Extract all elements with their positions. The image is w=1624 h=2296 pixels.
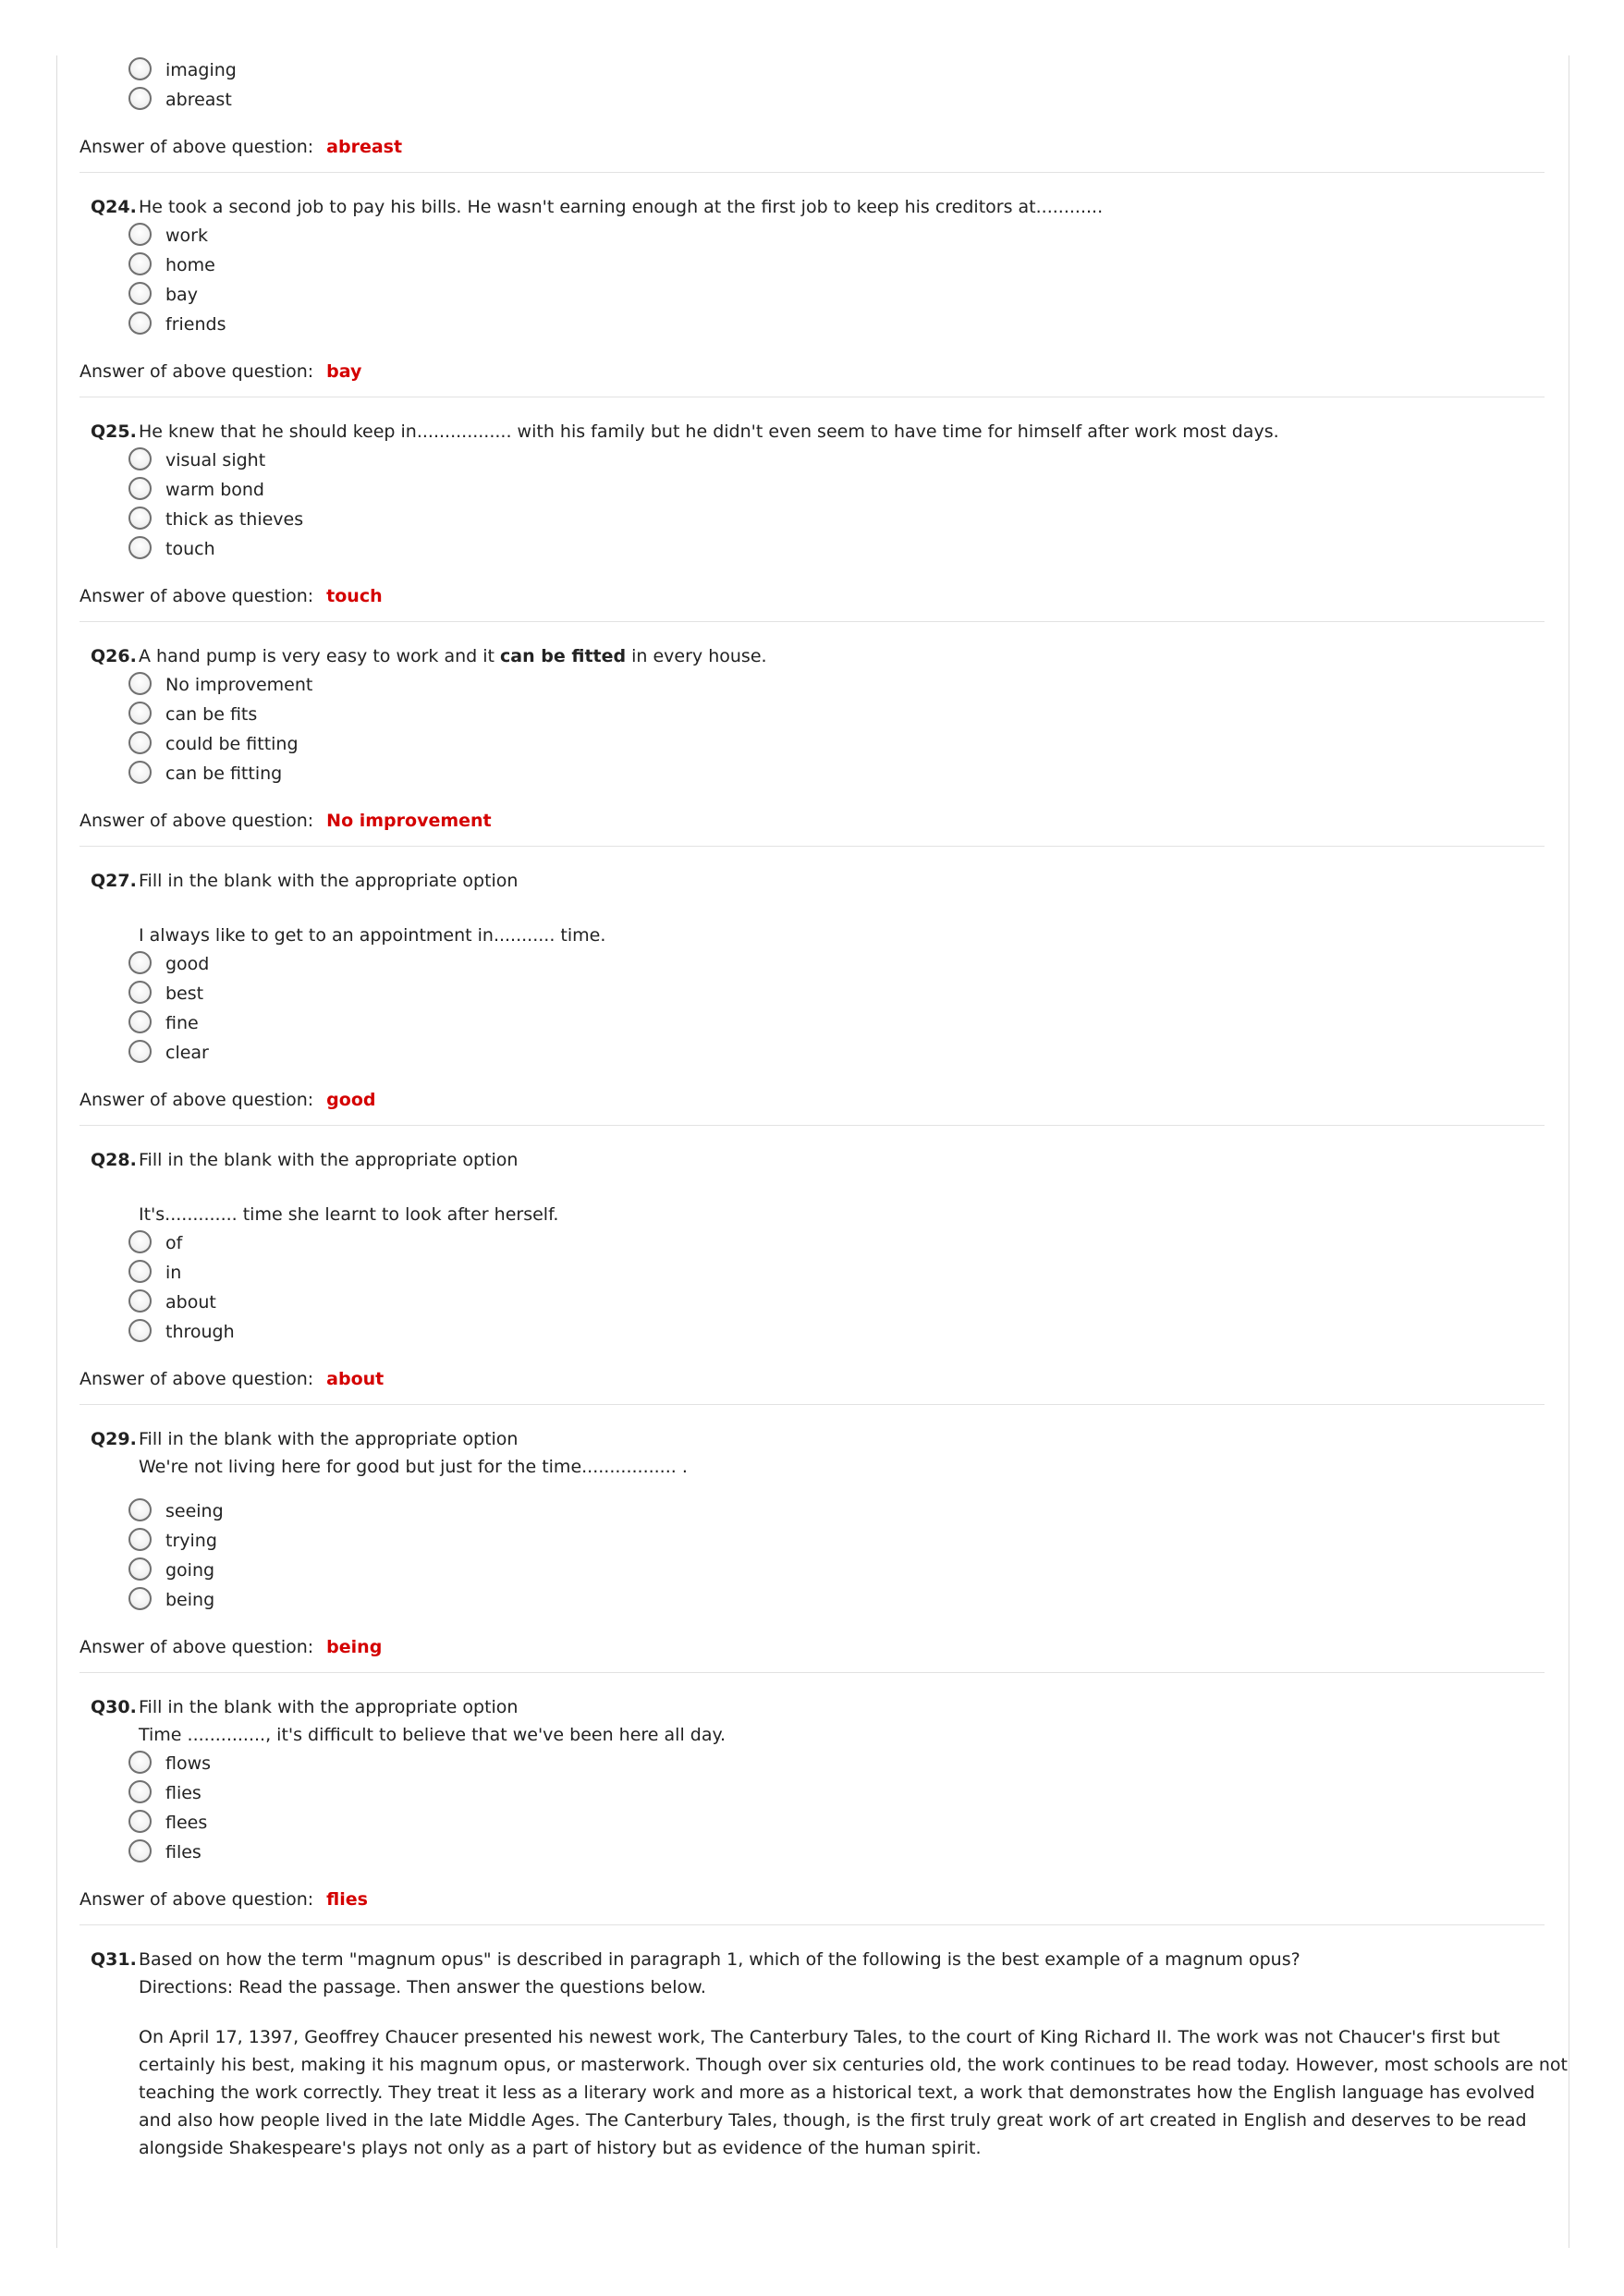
question-q25 [57,397,1569,622]
quiz-page [56,55,1569,2248]
radio-button[interactable] [128,1498,152,1521]
option-abreast[interactable]: abreast [57,85,1569,115]
answer-line: Answer of above question: flies [79,1889,368,1910]
option[interactable]: good [57,949,1569,979]
option[interactable]: could be fitting [57,729,1569,759]
answer-value: touch [326,586,383,606]
option[interactable]: touch [57,534,1569,564]
question-number: Q31. [91,1949,137,1970]
option[interactable]: files [57,1838,1569,1867]
question-text: He knew that he should keep in................. with his family but he didn't even seem to have time for himself after work most days. [139,421,1279,442]
radio-button[interactable] [128,1528,152,1551]
reading-passage: On April 17, 1397, Geoffrey Chaucer presented his newest work, The Canterbury Tales, to the court of King Richard II. The work was not Chaucer's first but certainly his best, making it his magnum opus, or masterwork. Though over six centuries old, the work continues to be read today. However, most schools are not teaching the work correctly. They treat it less as a literary work and more as a historical text, a work that demonstrates how the English language has evolved and also how people lived in the late Middle Ages. The Canterbury Tales, though, is the first truly great work of art created in English and deserves to be read alongside Shakespeare's plays not only as a part of history but as evidence of the human spirit. [139,2027,1568,2158]
answer-line: Answer of above question: abreast [79,137,403,157]
radio-button[interactable] [128,477,152,500]
answer-value: about [326,1369,385,1389]
option[interactable]: flies [57,1778,1569,1808]
radio-button[interactable] [128,57,152,80]
question-subtext: It's............. time she learnt to look after herself. [139,1204,559,1225]
question-q24 [57,173,1569,397]
radio-button[interactable] [128,1260,152,1283]
question-subtext: Directions: Read the passage. Then answer the questions below. [139,1977,706,1997]
answer-value: abreast [326,137,403,157]
option[interactable]: can be fits [57,700,1569,729]
option[interactable]: No improvement [57,670,1569,700]
answer-line: Answer of above question: being [79,1637,383,1657]
option[interactable]: warm bond [57,475,1569,505]
question-text: He took a second job to pay his bills. He wasn't earning enough at the first job to keep his creditors at............ [139,197,1104,217]
option[interactable]: seeing [57,1496,1569,1526]
answer-value: No improvement [326,811,492,831]
radio-button[interactable] [128,731,152,754]
question-subtext: I always like to get to an appointment in........... time. [139,925,606,946]
radio-button[interactable] [128,1587,152,1610]
radio-button[interactable] [128,672,152,695]
radio-button[interactable] [128,87,152,110]
question-q27 [57,847,1569,1126]
question-number: Q24. [91,197,137,217]
option[interactable]: bay [57,280,1569,310]
option[interactable]: flees [57,1808,1569,1838]
question-q23-tail [57,55,1569,173]
question-q26 [57,622,1569,847]
answer-value: good [326,1090,376,1110]
question-subtext: Time .............., it's difficult to believe that we've been here all day. [139,1725,727,1745]
answer-line: Answer of above question: about [79,1369,385,1389]
option[interactable]: flows [57,1749,1569,1778]
answer-value: being [326,1637,383,1657]
option[interactable]: in [57,1258,1569,1288]
question-text: A hand pump is very easy to work and it can be fitted in every house. [139,646,767,666]
option[interactable]: fine [57,1008,1569,1038]
radio-button[interactable] [128,1010,152,1033]
question-number: Q25. [91,421,137,442]
radio-button[interactable] [128,761,152,784]
radio-button[interactable] [128,311,152,335]
radio-button[interactable] [128,702,152,725]
question-text: Based on how the term "magnum opus" is described in paragraph 1, which of the following is the best example of a magnum opus? [139,1949,1300,1970]
question-q28 [57,1126,1569,1405]
radio-button[interactable] [128,981,152,1004]
radio-button[interactable] [128,1557,152,1581]
option[interactable]: going [57,1556,1569,1585]
option[interactable]: home [57,250,1569,280]
question-text: Fill in the blank with the appropriate option [139,871,519,891]
question-number: Q28. [91,1150,137,1170]
radio-button[interactable] [128,1230,152,1253]
question-text: Fill in the blank with the appropriate option [139,1429,519,1449]
radio-button[interactable] [128,1040,152,1063]
option[interactable]: best [57,979,1569,1008]
answer-value: flies [326,1889,368,1910]
radio-button[interactable] [128,1839,152,1862]
radio-button[interactable] [128,951,152,974]
option[interactable]: being [57,1585,1569,1615]
radio-button[interactable] [128,1319,152,1342]
option[interactable]: thick as thieves [57,505,1569,534]
radio-button[interactable] [128,1289,152,1313]
question-subtext: We're not living here for good but just for the time................. . [139,1457,688,1477]
radio-button[interactable] [128,1780,152,1803]
question-q31 [57,1925,1569,2162]
radio-button[interactable] [128,282,152,305]
option[interactable]: clear [57,1038,1569,1068]
option[interactable]: through [57,1317,1569,1347]
question-number: Q26. [91,646,137,666]
answer-line: Answer of above question: bay [79,361,362,382]
option[interactable]: trying [57,1526,1569,1556]
option[interactable]: work [57,221,1569,250]
radio-button[interactable] [128,507,152,530]
option[interactable]: can be fitting [57,759,1569,788]
question-q30 [57,1673,1569,1925]
radio-button[interactable] [128,1751,152,1774]
option[interactable]: visual sight [57,446,1569,475]
option[interactable]: about [57,1288,1569,1317]
radio-button[interactable] [128,252,152,275]
radio-button[interactable] [128,536,152,559]
question-number: Q30. [91,1697,137,1717]
radio-button[interactable] [128,223,152,246]
option-imaging[interactable]: imaging [57,55,1569,85]
option[interactable]: friends [57,310,1569,339]
answer-line: Answer of above question: touch [79,586,383,606]
option[interactable]: of [57,1228,1569,1258]
answer-line: Answer of above question: good [79,1090,376,1110]
answer-value: bay [326,361,362,382]
radio-button[interactable] [128,1810,152,1833]
question-number: Q27. [91,871,137,891]
question-text: Fill in the blank with the appropriate option [139,1697,519,1717]
radio-button[interactable] [128,447,152,470]
question-number: Q29. [91,1429,137,1449]
question-emphasis: can be fitted [500,646,627,666]
question-q29 [57,1405,1569,1673]
answer-line: Answer of above question: No improvement [79,811,492,831]
question-text: Fill in the blank with the appropriate option [139,1150,519,1170]
